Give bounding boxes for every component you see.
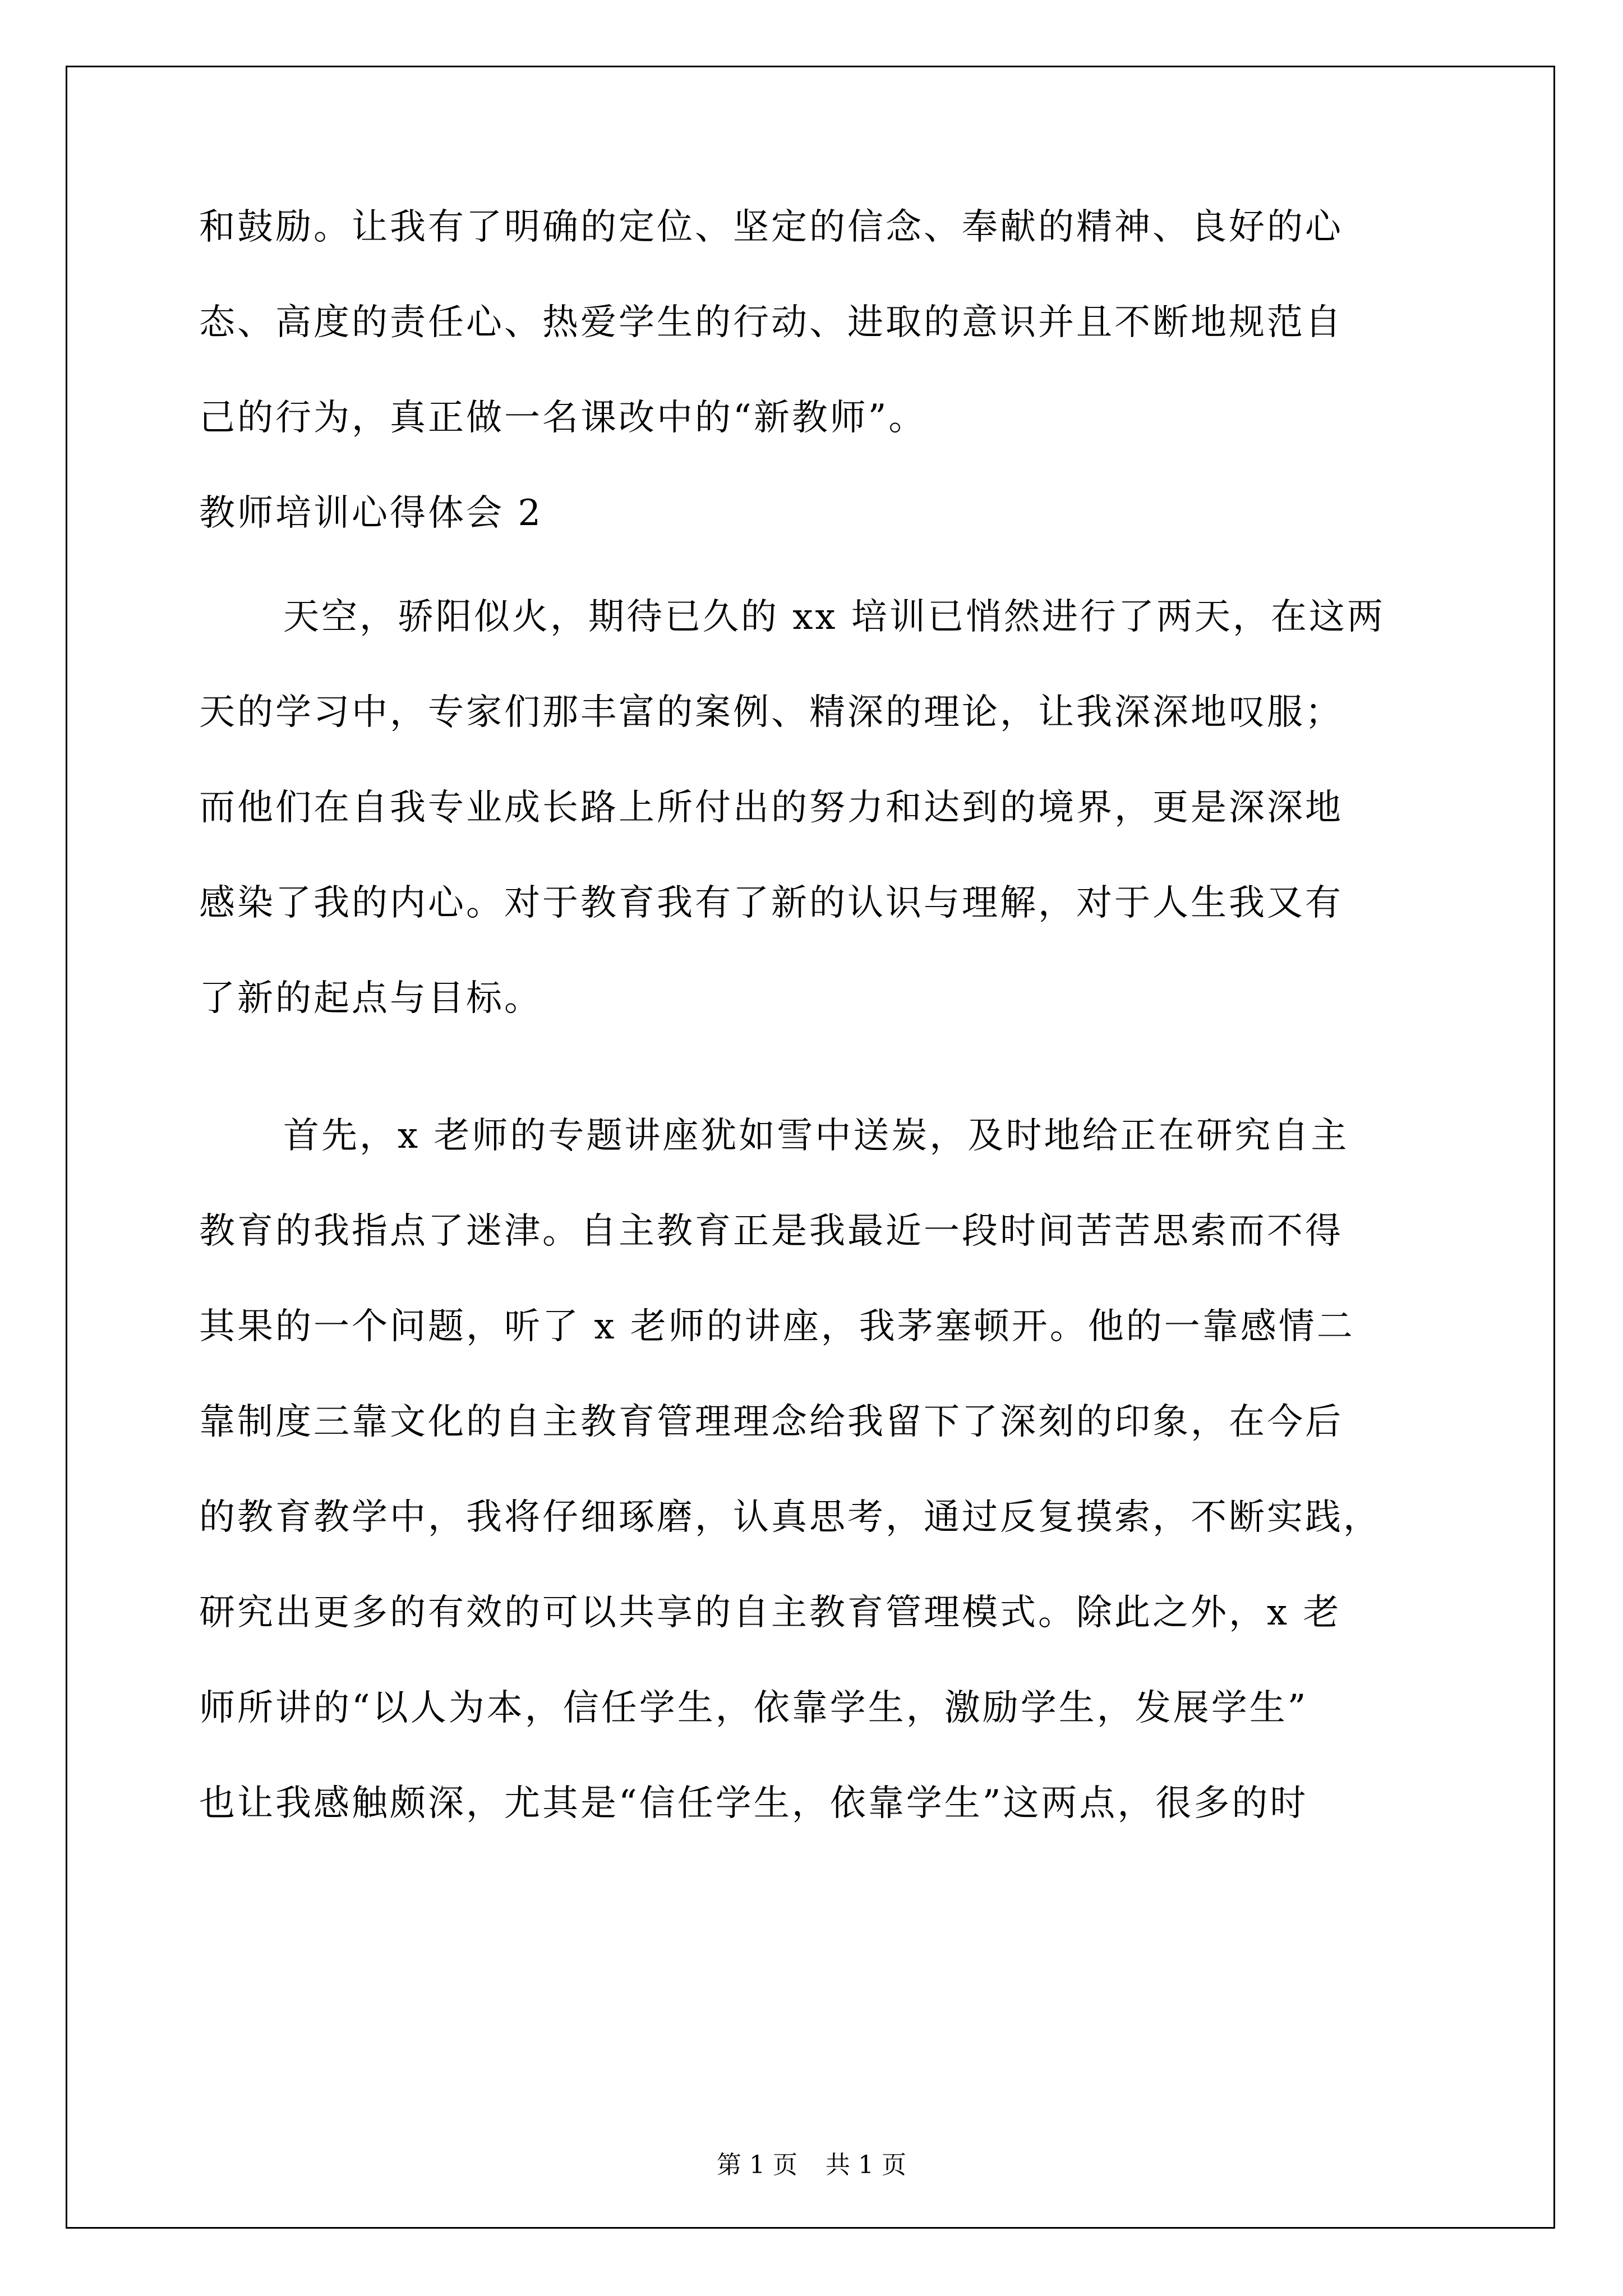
paragraph-3-line-2: 教育的我指点了迷津。自主教育正是我最近一段时间苦苦思索而不得 — [199, 1211, 1343, 1252]
paragraph-1-line-3: 己的行为，真正做一名课改中的“新教师”。 — [199, 397, 927, 439]
paragraph-3-line-4: 靠制度三靠文化的自主教育管理理念给我留下了深刻的印象，在今后 — [199, 1401, 1343, 1443]
paragraph-3-line-3: 其果的一个问题，听了 x 老师的讲座，我茅塞顿开。他的一靠感情二 — [199, 1306, 1355, 1347]
paragraph-1-line-1: 和鼓励。让我有了明确的定位、坚定的信念、奉献的精神、良好的心 — [199, 206, 1343, 248]
page-footer — [0, 2148, 1623, 2182]
paragraph-2-line-4: 感染了我的内心。对于教育我有了新的认识与理解，对于人生我又有 — [199, 882, 1343, 924]
paragraph-3-line-7: 师所讲的“以人为本，信任学生，依靠学生，激励学生，发展学生” — [199, 1687, 1308, 1729]
paragraph-3-line-5: 的教育教学中，我将仔细琢磨，认真思考，通过反复摸索，不断实践， — [199, 1497, 1381, 1538]
paragraph-2-line-2: 天的学习中，专家们那丰富的案例、精深的理论，让我深深地叹服； — [199, 692, 1343, 733]
page-number-current: 第 1 页 — [717, 2151, 797, 2179]
paragraph-3-line-1: 首先，x 老师的专题讲座犹如雪中送炭，及时地给正在研究自主 — [283, 1115, 1349, 1157]
paragraph-2-line-1: 天空，骄阳似火，期待已久的 xx 培训已悄然进行了两天，在这两 — [283, 596, 1385, 638]
section-heading: 教师培训心得体会 2 — [199, 493, 543, 534]
paragraph-1-line-2: 态、高度的责任心、热爱学生的行动、进取的意识并且不断地规范自 — [199, 302, 1343, 343]
paragraph-2-line-5: 了新的起点与目标。 — [199, 978, 542, 1019]
paragraph-3-line-6: 研究出更多的有效的可以共享的自主教育管理模式。除此之外，x 老 — [199, 1592, 1341, 1634]
page-number-total: 共 1 页 — [826, 2151, 906, 2179]
paragraph-3-line-8: 也让我感触颇深，尤其是“信任学生，依靠学生”这两点，很多的时 — [199, 1783, 1308, 1824]
paragraph-2-line-3: 而他们在自我专业成长路上所付出的努力和达到的境界，更是深深地 — [199, 787, 1343, 829]
